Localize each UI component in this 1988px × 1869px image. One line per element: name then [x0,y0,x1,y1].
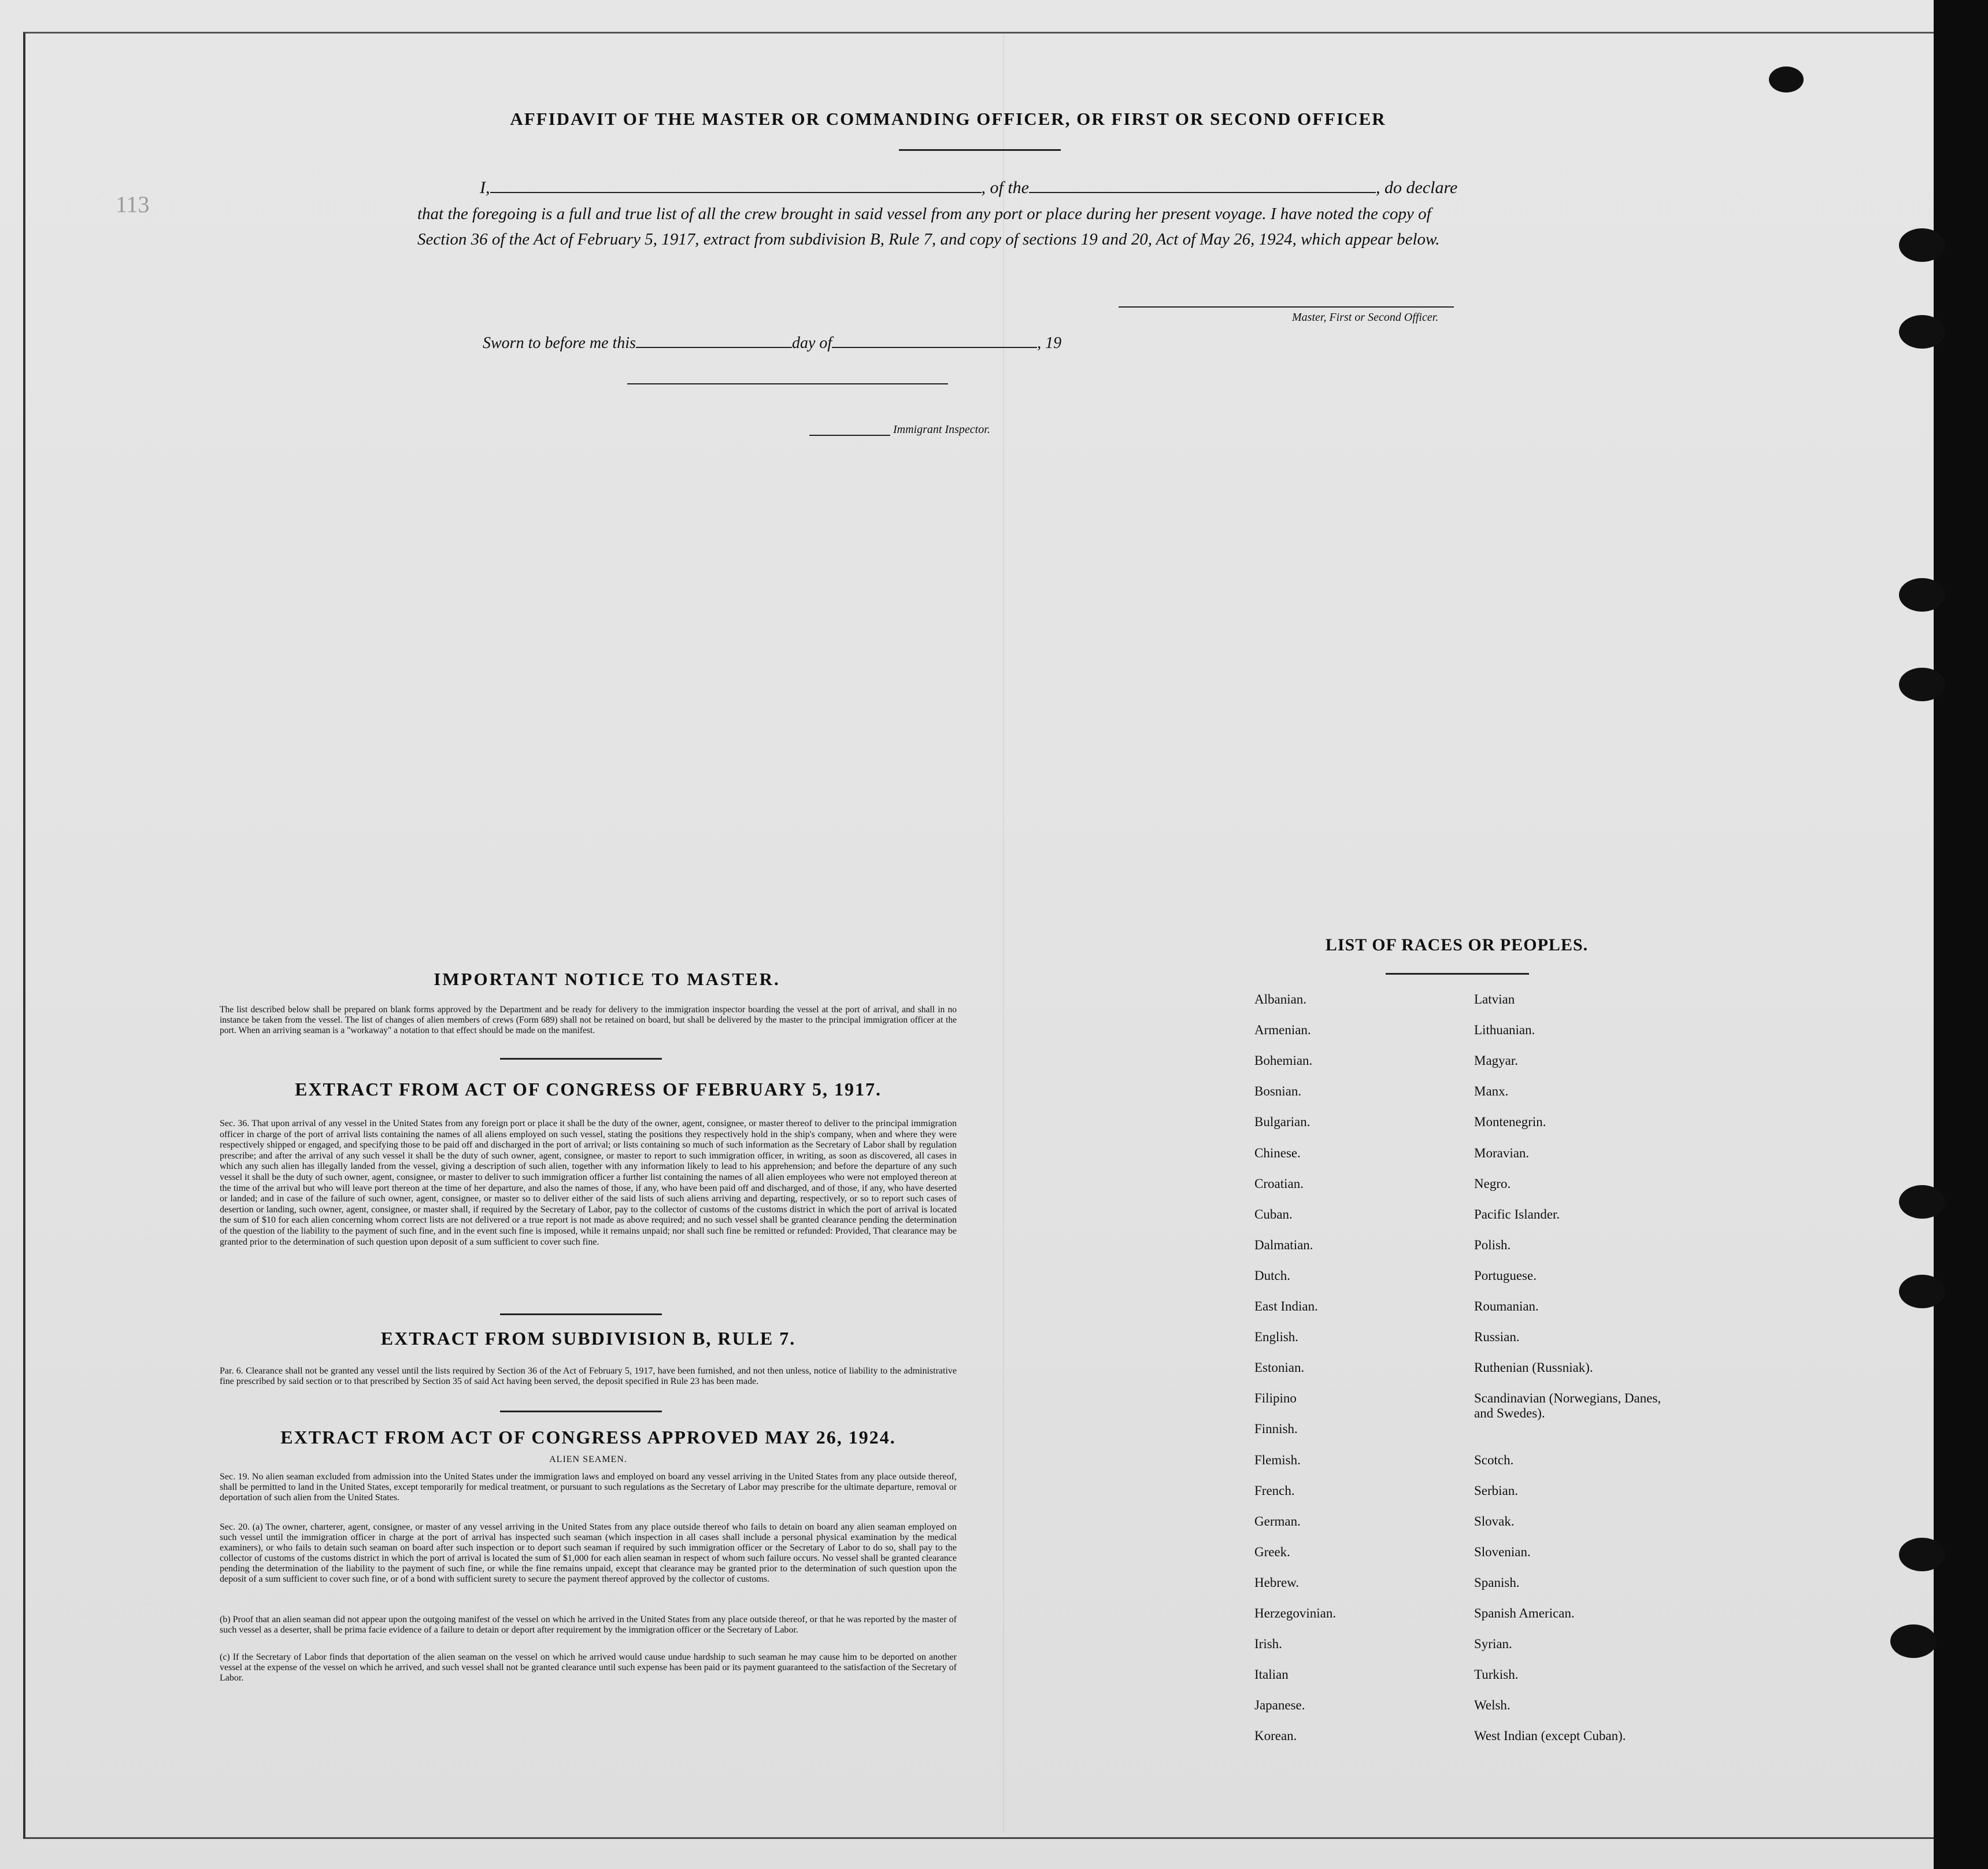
race-item: Bohemian. [1254,1053,1313,1068]
race-item: Dutch. [1254,1268,1290,1283]
of-the-label: , of the [981,178,1029,197]
rule-7-title: EXTRACT FROM SUBDIVISION B, RULE 7. [380,1328,796,1349]
race-item: Dalmatian. [1254,1237,1313,1252]
race-item: Polish. [1474,1237,1511,1252]
race-item: Pacific Islander. [1474,1206,1560,1222]
affidavit-title: AFFIDAVIT OF THE MASTER OR COMMANDING OFFICER, OR FIRST OR SECOND OFFICER [510,109,1386,129]
inspector-label: Immigrant Inspector. [893,423,990,436]
race-item: Latvian [1474,992,1515,1006]
extract-1924-subtitle: ALIEN SEAMEN. [549,1455,627,1464]
sworn-month-field[interactable] [832,347,1037,348]
race-item: Portuguese. [1474,1268,1537,1283]
year-label: , 19 [1037,334,1062,352]
race-item: Slovak. [1474,1513,1515,1528]
punch-hole [1899,578,1945,612]
race-item: Welsh. [1474,1698,1511,1713]
extract-1917-text: Sec. 36. That upon arrival of any vessel in the United States from any foreign port or place it shall be the duty of the owner, agent, consignee, or master thereof to deliver to the principal immigration officer in charge of the port of arrival lists containing the names of all aliens employed on such vessel, stating the positions they respectively hold in the ship's company, when and where they were respectively shipped or engaged, and specifying those to be paid off and discharged in the port of arrival; or lists containing so much of such information as the Secretary of Labor shall by regulation prescribe; and after the arrival of any such vessel it shall be the duty of such owner, agent, consignee, or master to report to such immigration officer, in writing, as soon as discovered, all cases in which any such alien has illegally landed from the vessel, giving a description of such alien, together with any information likely to lead to his apprehension; and before the departure of any such vessel it shall be the duty of such owner, agent, consignee, or master to deliver to such immigration officer a further list containing the names of all alien employees who were not employed thereon at the time of the arrival but who will leave port thereon at the time of her departure, and also the names of those, if any, who have been paid off and discharged, and of those, if any, who have deserted or landed; and in case of the failure of such owner, agent, consignee, or master so to deliver either of the said lists of such aliens arriving and departing, respectively, or so to report such cases of desertion or landing, such owner, agent, consignee, or master shall, if required by the Secretary of Labor, pay to the collector of customs of the customs district in which the port of arrival is located the sum of $10 for each alien concerning whom correct lists are not delivered or a true report is not made as above required; and no such vessel shall be granted clearance pending the determination of the question of the liability to the payment of such fine, and in the event such fine is imposed, while it remains unpaid; nor shall such fine be remitted or refunded: Provided, That clearance may be granted prior to the determination of such question upon deposit of a sum sufficient to cover such fine. [220,1119,957,1247]
punch-hole [1899,1185,1945,1219]
master-signature-line[interactable] [1119,306,1454,308]
declarant-label: I, [480,178,490,197]
sworn-label: Sworn to before me this [483,334,636,352]
margin-number: 113 [116,191,150,217]
notice-title: IMPORTANT NOTICE TO MASTER. [434,969,780,989]
race-item: Serbian. [1474,1483,1519,1498]
race-item: Scandinavian (Norwegians, Danes, and Swedes). [1474,1391,1661,1421]
title-rule [899,149,1061,151]
section-20b-text: (b) Proof that an alien seaman did not appear upon the outgoing manifest of the vessel on which he arrived in the United States from any place outside thereof, or that he was reported by the master of such vessel as a deserter, shall be prima facie evidence of a failure to detain or deport after requirement by the immigration officer or the Secretary of Labor. [220,1615,957,1635]
race-item: Japanese. [1254,1698,1305,1713]
inspector-signature-line[interactable] [627,383,948,384]
extract-1924-title: EXTRACT FROM ACT OF CONGRESS APPROVED MAY 26, 1924. [280,1427,896,1448]
punch-hole [1899,668,1945,701]
race-item: English. [1254,1330,1299,1345]
race-item: Spanish American. [1474,1606,1575,1620]
punch-hole [1890,1624,1937,1658]
vessel-name-field[interactable] [1029,192,1376,193]
race-item: Italian [1254,1667,1289,1682]
race-item: Bulgarian. [1254,1115,1310,1130]
notice-text: The list described below shall be prepared on blank forms approved by the Department and be ready for delivery to the immigration inspector boarding the vessel at the port of arrival, and shall in no instance be taken from the vessel. The list of changes of alien members of crews (Form 689) shall not be retained on board, but shall be delivered by the master to the principal immigration officer at the port. When an arriving seaman is a "workaway" a notation to that effect should be made on the manifest. [220,1005,957,1035]
race-item: Scotch. [1474,1452,1514,1467]
race-item: Finnish. [1254,1422,1298,1437]
race-item: Korean. [1254,1729,1297,1744]
race-item: Turkish. [1474,1667,1519,1682]
race-item: Lithuanian. [1474,1023,1535,1038]
race-item: Montenegrin. [1474,1115,1546,1130]
race-item: Irish. [1254,1637,1282,1652]
section-20a-text: Sec. 20. (a) The owner, charterer, agent, consignee, or master of any vessel arriving in the United States from any place outside thereof who fails to detain on board any alien seaman employed on such vessel until the immigration officer in charge at the port of arrival has inspected such seaman (which inspection in all cases shall include a personal physical examination by the medical examiners), or who fails to detain such seaman on board after such inspection or to deport such seaman if required by such immigration officer or the Secretary of Labor to do so, shall pay to the collector of customs of the customs district in which the port of arrival is located the sum of $1,000 for each alien seaman in respect of whom such failure occurs. No vessel shall be granted clearance pending the determination of the liability to the payment of such fine, or while the fine remains unpaid, except that clearance may be granted prior to the determination of such question upon the deposit of a sum sufficient to cover such fine, or of a bond with sufficient surety to secure the payment thereof approved by the collector of customs. [220,1522,957,1584]
race-item: Greek. [1254,1544,1290,1559]
race-item: Armenian. [1254,1023,1311,1038]
race-item: Spanish. [1474,1575,1520,1590]
race-item: Filipino [1254,1391,1297,1406]
race-item: Syrian. [1474,1637,1512,1652]
race-item: French. [1254,1483,1295,1498]
race-item: West Indian (except Cuban). [1474,1729,1626,1744]
extract-1917-rule [500,1313,662,1315]
master-signature-label: Master, First or Second Officer. [1292,311,1439,324]
races-title: LIST OF RACES OR PEOPLES. [1325,935,1589,954]
sworn-day-field[interactable] [636,347,792,348]
race-item: Herzegovinian. [1254,1606,1337,1620]
race-item: Chinese. [1254,1145,1301,1160]
race-item: Albanian. [1254,992,1307,1006]
race-item: Magyar. [1474,1053,1519,1068]
race-item: Roumanian. [1474,1299,1539,1313]
race-item: Cuban. [1254,1206,1293,1222]
race-item: Flemish. [1254,1452,1301,1467]
rule-7-text: Par. 6. Clearance shall not be granted any vessel until the lists required by Section 36 of the Act of February 5, 1917, have been furnished, and not then unless, notice of liability to the administrative fine prescribed by said section or to that prescribed by Section 35 of said Act having been served, the deposit specified in Rule 23 has been made. [220,1366,957,1386]
declaration-line [480,178,1457,198]
race-item: Slovenian. [1474,1544,1531,1559]
affidavit-paragraph: that the foregoing is a full and true list of all the crew brought in said vessel from any port or place during her present voyage. I have noted the copy of Section 36 of the Act of February 5, 1917, extract from subdivision B, Rule 7, and copy of sections 19 and 20, Act of May 26, 1924, which appear below. [417,205,1440,249]
extract-1917-title: EXTRACT FROM ACT OF CONGRESS OF FEBRUARY 5, 1917. [295,1079,882,1100]
section-19-text: Sec. 19. No alien seaman excluded from admission into the United States under the immigration laws and employed on board any vessel arriving in the United States from any place outside thereof, shall be permitted to land in the United States, except temporarily for medical treatment, or pursuant to such regulations as the Secretary of Labor may prescribe for the ultimate departure, removal or deportation of such alien from the United States. [220,1472,957,1502]
punch-hole [1899,315,1945,349]
race-item: Croatian. [1254,1176,1304,1191]
declare-label: , do declare [1376,178,1458,197]
day-of-label: day of [791,334,832,352]
page-fold [1003,35,1004,1833]
scan-edge [1934,0,1988,1869]
section-20c-text: (c) If the Secretary of Labor finds that deportation of the alien seaman on the vessel on which he arrived would cause undue hardship to such seaman he may cause him to be deported on another vessel at the expense of the vessel on which he arrived, and such vessel shall not be granted clearance until such expense has been paid or its payment guaranteed to the satisfaction of the Secretary of Labor. [220,1652,957,1683]
punch-hole [1899,1275,1945,1308]
race-item: Hebrew. [1254,1575,1300,1590]
punch-hole [1899,228,1945,262]
race-item: East Indian. [1254,1299,1318,1313]
punch-hole [1899,1538,1945,1571]
punch-hole [1769,66,1804,92]
sworn-line [483,334,1061,353]
declarant-name-field[interactable] [490,192,982,193]
race-item: Ruthenian (Russniak). [1474,1360,1593,1375]
rule-7-rule [500,1411,662,1412]
notice-rule [500,1058,662,1060]
race-item: Bosnian. [1254,1084,1302,1099]
race-item: Manx. [1474,1084,1509,1099]
race-item: Moravian. [1474,1145,1530,1160]
race-item: Russian. [1474,1330,1520,1345]
race-item: Estonian. [1254,1360,1305,1375]
races-rule [1386,973,1529,975]
race-item: Negro. [1474,1176,1511,1191]
inspector-short-line [809,435,890,436]
race-item: German. [1254,1513,1301,1528]
